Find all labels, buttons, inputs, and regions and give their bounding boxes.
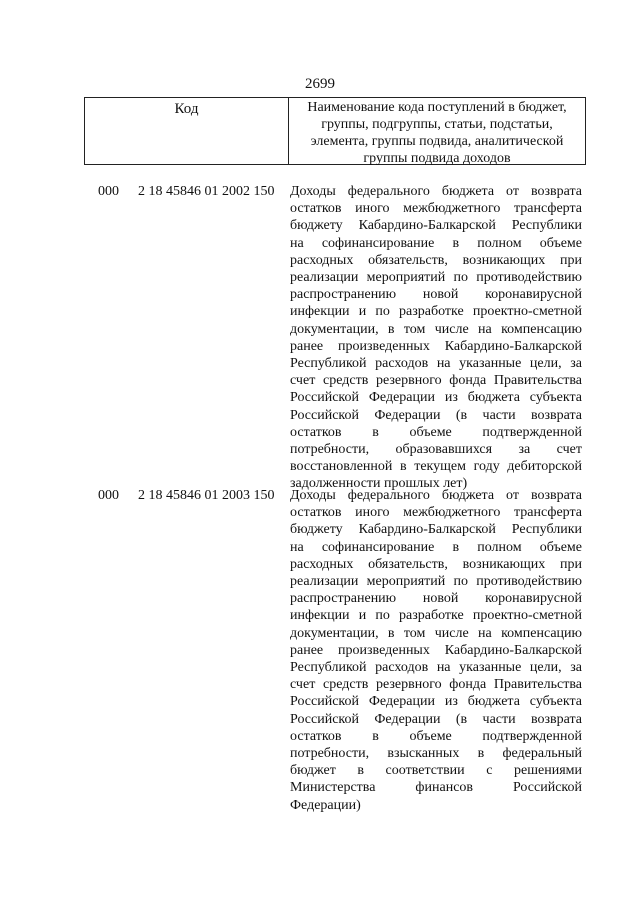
description-line: реализации мероприятий по противодействию bbox=[290, 270, 582, 286]
description-line: остатков в объеме подтвержденной bbox=[290, 424, 582, 440]
description-line: документации, в том числе на компенсацию bbox=[290, 625, 582, 641]
description-line: расходных обязательств, возникающих при bbox=[290, 556, 582, 572]
description-line: Российской Федерации (в части возврата bbox=[290, 711, 582, 727]
description-line: расходных обязательств, возникающих при bbox=[290, 252, 582, 268]
admin-code: 000 bbox=[98, 488, 119, 503]
description-line: ранее произведенных Кабардино-Балкарской bbox=[290, 642, 582, 658]
description-line: на софинансирование в полном объеме bbox=[290, 539, 582, 555]
table-header bbox=[84, 97, 586, 165]
page-number: 2699 bbox=[305, 76, 335, 92]
admin-code: 000 bbox=[98, 184, 119, 199]
description-line: Федерации) bbox=[290, 797, 361, 813]
description-line: распространению новой коронавирусной bbox=[290, 591, 582, 607]
description-line: остатков иного межбюджетного трансферта bbox=[290, 505, 582, 521]
description-line: счет средств резервного фонда Правительства bbox=[290, 373, 582, 389]
description-line: Республикой расходов на указанные цели, за bbox=[290, 660, 582, 676]
description-line: потребности, взысканных в федеральный bbox=[290, 746, 582, 762]
description-line: реализации мероприятий по противодействию bbox=[290, 574, 582, 590]
revenue-description bbox=[290, 487, 582, 814]
description-line: инфекции и по разработке проектно-сметной bbox=[290, 608, 582, 624]
description-line: бюджет в соответствии с решениями bbox=[290, 763, 582, 779]
description-line: Республикой расходов на указанные цели, за bbox=[290, 356, 582, 372]
description-line: Министерства финансов Российской bbox=[290, 780, 582, 796]
description-line: ранее произведенных Кабардино-Балкарской bbox=[290, 338, 582, 354]
description-line: остатков иного межбюджетного трансферта bbox=[290, 201, 582, 217]
description-line: на софинансирование в полном объеме bbox=[290, 235, 582, 251]
description-line: Российской Федерации из бюджета субъекта bbox=[290, 390, 582, 406]
description-line: распространению новой коронавирусной bbox=[290, 287, 582, 303]
description-line: бюджету Кабардино-Балкарской Республики bbox=[290, 218, 582, 234]
description-line: остатков в объеме подтвержденной bbox=[290, 728, 582, 744]
description-line: задолженности прошлых лет) bbox=[290, 476, 468, 492]
description-line: документации, в том числе на компенсацию bbox=[290, 321, 582, 337]
description-line: потребности, образовавшихся за счет bbox=[290, 442, 582, 458]
revenue-code: 2 18 45846 01 2002 150 bbox=[138, 184, 275, 199]
revenue-code: 2 18 45846 01 2003 150 bbox=[138, 488, 275, 503]
description-line: Российской Федерации (в части возврата bbox=[290, 407, 582, 423]
header-name-column: Наименование кода поступлений в бюджет, группы, подгруппы, статьи, подстатьи, элемента, группы подвида, аналитической группы подвида доходов bbox=[307, 100, 567, 166]
description-line: восстановленной в текущем году дебиторской bbox=[290, 459, 582, 475]
description-line: инфекции и по разработке проектно-сметной bbox=[290, 304, 582, 320]
description-line: Доходы федерального бюджета от возврата bbox=[290, 488, 582, 503]
description-line: бюджету Кабардино-Балкарской Республики bbox=[290, 522, 582, 538]
description-line: счет средств резервного фонда Правительства bbox=[290, 677, 582, 693]
description-line: Российской Федерации из бюджета субъекта bbox=[290, 694, 582, 710]
description-line: Доходы федерального бюджета от возврата bbox=[290, 184, 582, 199]
header-code-column: Код bbox=[85, 98, 289, 164]
table-row bbox=[98, 487, 588, 814]
table-row bbox=[98, 183, 588, 493]
revenue-description bbox=[290, 183, 582, 493]
